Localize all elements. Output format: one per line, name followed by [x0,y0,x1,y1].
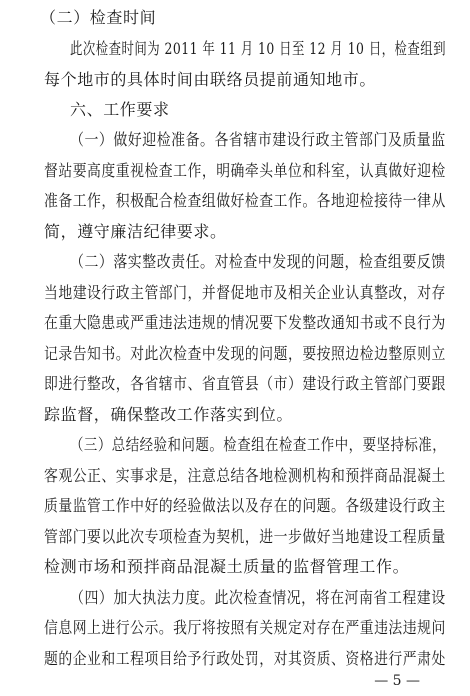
paragraph-line: 当地建设行政主管部门，并督促地市及相关企业认真整改，对存 [44,283,446,302]
paragraph-line: 每个地市的具体时间由联络员提前通知地市。 [44,70,377,89]
page-number: — 5 — [374,673,420,689]
paragraph-line: （四）加大执法力度。此次检查情况，将在河南省工程建设 [70,588,446,607]
paragraph-line: 督站要高度重视检查工作，明确牵头单位和科室，认真做好迎检 [44,161,446,180]
paragraph-line: 题的企业和工程项目给予行政处罚，对其资质、资格进行严肃处 [44,649,446,668]
paragraph-line: 管部门要以此次专项检查为契机，进一步做好当地建设工程质量 [44,527,446,546]
section-heading-inspection-time: （二）检查时间 [40,8,157,27]
paragraph-line: （一）做好迎检准备。各省辖市建设行政主管部门及质量监 [70,130,446,149]
paragraph-line: 检测市场和预拌商品混凝土质量的监督管理工作。 [44,557,410,576]
paragraph-line: 客观公正、实事求是，注意总结各地检测机构和预拌商品混凝土 [44,466,446,485]
paragraph-line: （二）落实整改责任。对检查中发现的问题，检查组要反馈 [70,252,446,271]
paragraph-line: 即进行整改，各省辖市、省直管县（市）建设行政主管部门要跟 [44,374,446,393]
section-heading-work-requirements: 六、工作要求 [70,100,170,119]
paragraph-line: （三）总结经验和问题。检查组在检查工作中，要坚持标准， [70,435,447,454]
paragraph-line: 质量监管工作中好的经验做法以及存在的问题。各级建设行政主 [44,496,446,515]
paragraph-line: 信息网上进行公示。我厅将按照有关规定对存在严重违法违规问 [44,618,446,637]
paragraph-line: 在重大隐患或严重违法违规的情况要下发整改通知书或不良行为 [44,313,446,332]
paragraph-line: 简，遵守廉洁纪律要求。 [44,222,227,241]
paragraph-line: 踪监督，确保整改工作落实到位。 [44,405,294,424]
paragraph-line: 记录告知书。对此次检查中发现的问题，要按照边检边整原则立 [44,344,446,363]
paragraph-line: 此次检查时间为 2011 年 11 月 10 日至 12 月 10 日，检查组到 [70,39,447,58]
paragraph-line: 准备工作，积极配合检查组做好检查工作。各地迎检接待一律从 [44,191,446,210]
